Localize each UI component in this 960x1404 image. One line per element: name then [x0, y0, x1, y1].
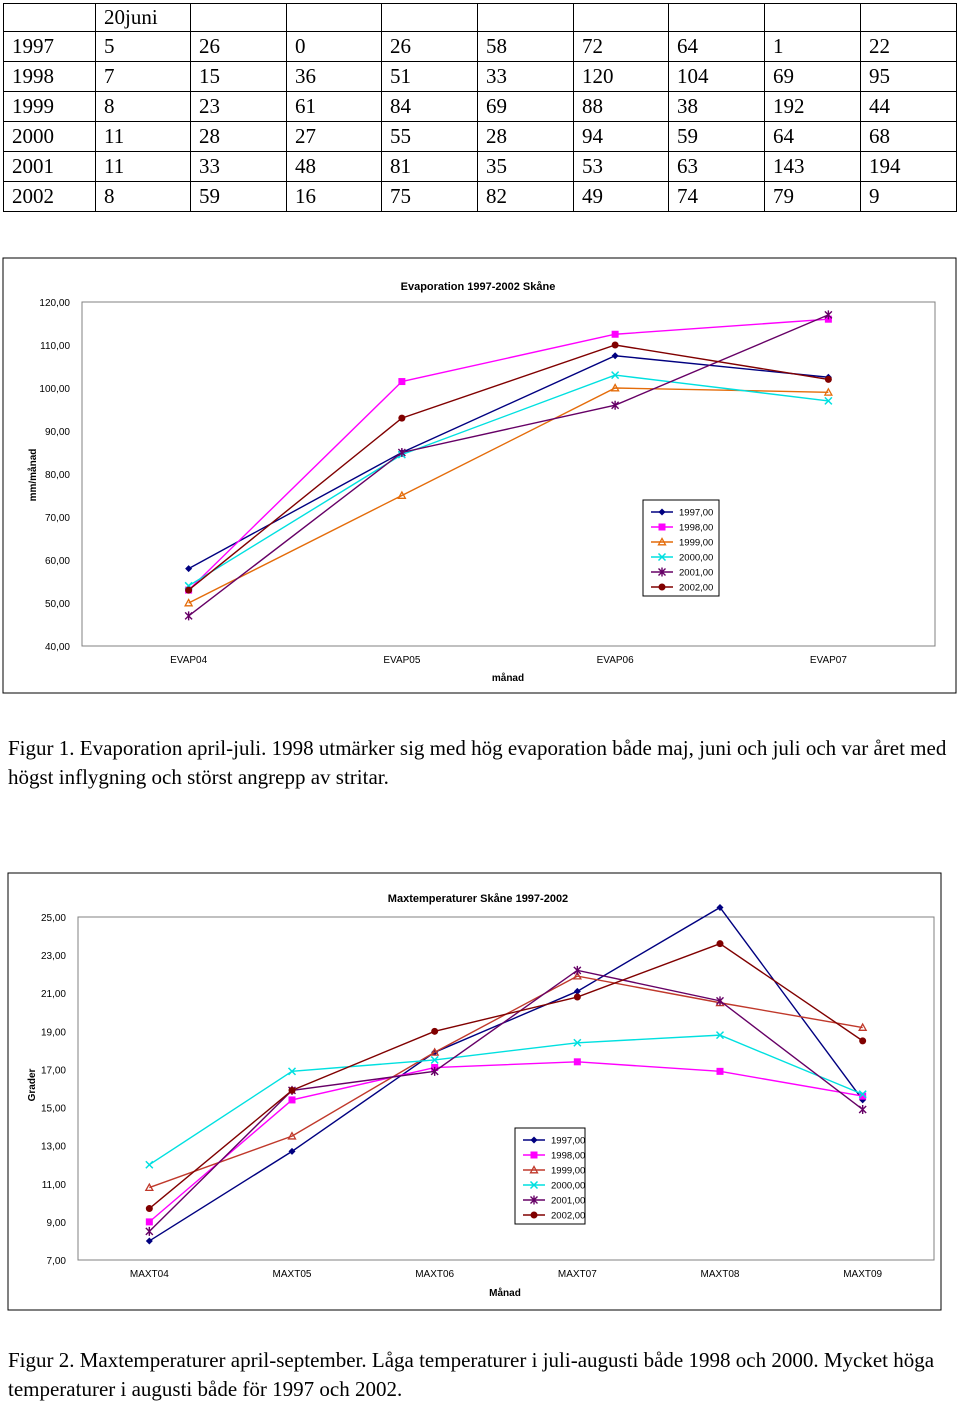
- table-cell: 61: [287, 92, 382, 122]
- data-point: [185, 587, 192, 594]
- y-tick-label: 70,00: [44, 513, 70, 524]
- legend-marker: [659, 524, 666, 531]
- y-axis-label: Grader: [27, 1068, 38, 1102]
- legend-label: 1997,00: [551, 1135, 586, 1147]
- x-tick-label: MAXT09: [843, 1269, 883, 1280]
- data-point: [825, 376, 832, 383]
- table-cell: 1999: [4, 92, 96, 122]
- figure-2-caption: Figur 2. Maxtemperaturer april-september. Låga temperaturer i juli-augusti både 1998 och 2000. Mycket höga temperaturer i augusti både för 1997 och 2002.: [8, 1348, 935, 1401]
- table-cell: 2001: [4, 152, 96, 182]
- y-tick-label: 90,00: [44, 427, 70, 438]
- legend-label: 1997,00: [679, 507, 714, 519]
- y-tick-label: 23,00: [40, 951, 66, 963]
- legend-label: 1998,00: [551, 1150, 586, 1162]
- table-cell: [861, 4, 957, 32]
- data-table: [3, 3, 957, 212]
- y-axis-label: mm/månad: [28, 448, 39, 502]
- data-point: [859, 1037, 866, 1044]
- y-tick-label: 80,00: [44, 470, 70, 481]
- table-cell: 84: [382, 92, 478, 122]
- table-row: [4, 122, 957, 152]
- table-cell: 22: [861, 32, 957, 62]
- table-cell: 8: [96, 182, 191, 212]
- table-cell: 104: [669, 62, 765, 92]
- table-cell: [669, 4, 765, 32]
- table-cell: 82: [478, 182, 574, 212]
- table-row: [4, 182, 957, 212]
- y-tick-label: 9,00: [46, 1217, 66, 1229]
- table-cell: [382, 4, 478, 32]
- legend: [515, 1128, 585, 1224]
- evaporation-chart: [0, 255, 960, 700]
- table-cell: 59: [669, 122, 765, 152]
- data-point: [289, 1087, 296, 1094]
- y-tick-label: 21,00: [40, 989, 66, 1001]
- table-cell: 16: [287, 182, 382, 212]
- x-tick-label: EVAP07: [809, 655, 847, 666]
- legend-label: 1998,00: [679, 522, 714, 534]
- table-cell: 194: [861, 152, 957, 182]
- data-point: [431, 1028, 438, 1035]
- legend-label: 1999,00: [551, 1165, 586, 1177]
- data-point: [612, 342, 619, 349]
- table-header-row: [4, 4, 957, 32]
- table-cell: [478, 4, 574, 32]
- data-point: [574, 1058, 581, 1065]
- data-point: [717, 940, 724, 947]
- x-tick-label: EVAP04: [170, 655, 208, 666]
- table-row: [4, 92, 957, 122]
- table-cell: 5: [96, 32, 191, 62]
- table-cell: 9: [861, 182, 957, 212]
- table-cell: [765, 4, 861, 32]
- y-tick-label: 120,00: [39, 298, 70, 309]
- y-tick-label: 25,00: [40, 913, 66, 924]
- table-cell: 0: [287, 32, 382, 62]
- table-cell: 11: [96, 122, 191, 152]
- table-cell: 20juni: [96, 4, 191, 32]
- chart-frame: [8, 873, 941, 1310]
- x-axis-label: månad: [491, 673, 525, 684]
- table-cell: 33: [191, 152, 287, 182]
- chart-frame: [3, 258, 956, 693]
- legend-label: 2001,00: [551, 1195, 586, 1207]
- table-cell: 27: [287, 122, 382, 152]
- table-cell: 23: [191, 92, 287, 122]
- table-row: [4, 62, 957, 92]
- y-tick-label: 60,00: [44, 556, 70, 567]
- y-tick-label: 17,00: [40, 1065, 66, 1077]
- table-cell: 26: [191, 32, 287, 62]
- table-cell: 63: [669, 152, 765, 182]
- table-cell: 51: [382, 62, 478, 92]
- legend-marker: [531, 1152, 538, 1159]
- table-cell: 79: [765, 182, 861, 212]
- x-tick-label: EVAP06: [596, 655, 634, 666]
- table-cell: 1: [765, 32, 861, 62]
- data-point: [146, 1218, 153, 1225]
- table-cell: 53: [574, 152, 669, 182]
- table-cell: 69: [765, 62, 861, 92]
- table-cell: 88: [574, 92, 669, 122]
- y-tick-label: 15,00: [40, 1103, 66, 1115]
- table-cell: 192: [765, 92, 861, 122]
- y-tick-label: 11,00: [41, 1179, 66, 1191]
- table-cell: 68: [861, 122, 957, 152]
- table-cell: 15: [191, 62, 287, 92]
- table-cell: 8: [96, 92, 191, 122]
- chart-title: Evaporation 1997-2002 Skåne: [400, 281, 556, 293]
- legend-label: 2002,00: [679, 582, 714, 594]
- table-cell: 44: [861, 92, 957, 122]
- legend: [643, 500, 719, 596]
- y-tick-label: 19,00: [40, 1027, 66, 1039]
- table-cell: 1998: [4, 62, 96, 92]
- x-tick-label: MAXT07: [557, 1269, 597, 1280]
- table-cell: 81: [382, 152, 478, 182]
- y-tick-label: 7,00: [46, 1256, 66, 1267]
- table-cell: [574, 4, 669, 32]
- y-tick-label: 13,00: [40, 1141, 66, 1153]
- table-cell: 36: [287, 62, 382, 92]
- table-cell: 58: [478, 32, 574, 62]
- y-tick-label: 110,00: [40, 341, 70, 352]
- x-tick-label: MAXT06: [415, 1269, 455, 1280]
- table-cell: 64: [765, 122, 861, 152]
- figure-1-caption: Figur 1. Evaporation april-juli. 1998 utmärker sig med hög evaporation både maj, juni och juli och var året med högst inflygning och störst angrepp av stritar.: [8, 736, 947, 789]
- table-cell: 48: [287, 152, 382, 182]
- y-tick-label: 100,00: [39, 384, 70, 395]
- legend-label: 2002,00: [551, 1210, 586, 1222]
- table-cell: 75: [382, 182, 478, 212]
- table-cell: 95: [861, 62, 957, 92]
- data-point: [574, 994, 581, 1001]
- data-point: [146, 1205, 153, 1212]
- legend-label: 2000,00: [551, 1180, 586, 1192]
- table-cell: [287, 4, 382, 32]
- x-axis-label: Månad: [489, 1288, 521, 1299]
- x-tick-label: MAXT04: [129, 1269, 169, 1280]
- table-cell: 143: [765, 152, 861, 182]
- table-cell: 2002: [4, 182, 96, 212]
- chart-title: Maxtemperaturer Skåne 1997-2002: [387, 893, 569, 905]
- legend-marker: [659, 584, 666, 591]
- table-cell: 72: [574, 32, 669, 62]
- y-tick-label: 40,00: [44, 642, 70, 653]
- x-tick-label: MAXT08: [700, 1269, 740, 1280]
- legend-label: 2001,00: [679, 567, 714, 579]
- table-cell: 74: [669, 182, 765, 212]
- x-tick-label: MAXT05: [272, 1269, 312, 1280]
- table-cell: 49: [574, 182, 669, 212]
- table-row: [4, 32, 957, 62]
- table-cell: 69: [478, 92, 574, 122]
- legend-label: 1999,00: [679, 537, 714, 549]
- table-cell: 1997: [4, 32, 96, 62]
- table-cell: [4, 4, 96, 32]
- data-point: [612, 331, 619, 338]
- table-cell: 94: [574, 122, 669, 152]
- table-cell: 59: [191, 182, 287, 212]
- table-cell: 7: [96, 62, 191, 92]
- y-tick-label: 50,00: [44, 599, 70, 610]
- table-body: [4, 4, 957, 212]
- data-point: [398, 415, 405, 422]
- table-cell: 64: [669, 32, 765, 62]
- table-cell: 33: [478, 62, 574, 92]
- table-cell: 55: [382, 122, 478, 152]
- data-point: [717, 1068, 724, 1075]
- table-cell: 38: [669, 92, 765, 122]
- table-cell: 120: [574, 62, 669, 92]
- x-tick-label: EVAP05: [383, 655, 421, 666]
- table-row: [4, 152, 957, 182]
- table-cell: 35: [478, 152, 574, 182]
- table-cell: 26: [382, 32, 478, 62]
- table-cell: 2000: [4, 122, 96, 152]
- data-point: [398, 378, 405, 385]
- table-cell: 28: [191, 122, 287, 152]
- table-cell: 11: [96, 152, 191, 182]
- table-cell: 28: [478, 122, 574, 152]
- data-point: [289, 1096, 296, 1103]
- legend-label: 2000,00: [679, 552, 714, 564]
- legend-marker: [531, 1212, 538, 1219]
- table-cell: [191, 4, 287, 32]
- max-temperature-chart: [0, 870, 960, 1315]
